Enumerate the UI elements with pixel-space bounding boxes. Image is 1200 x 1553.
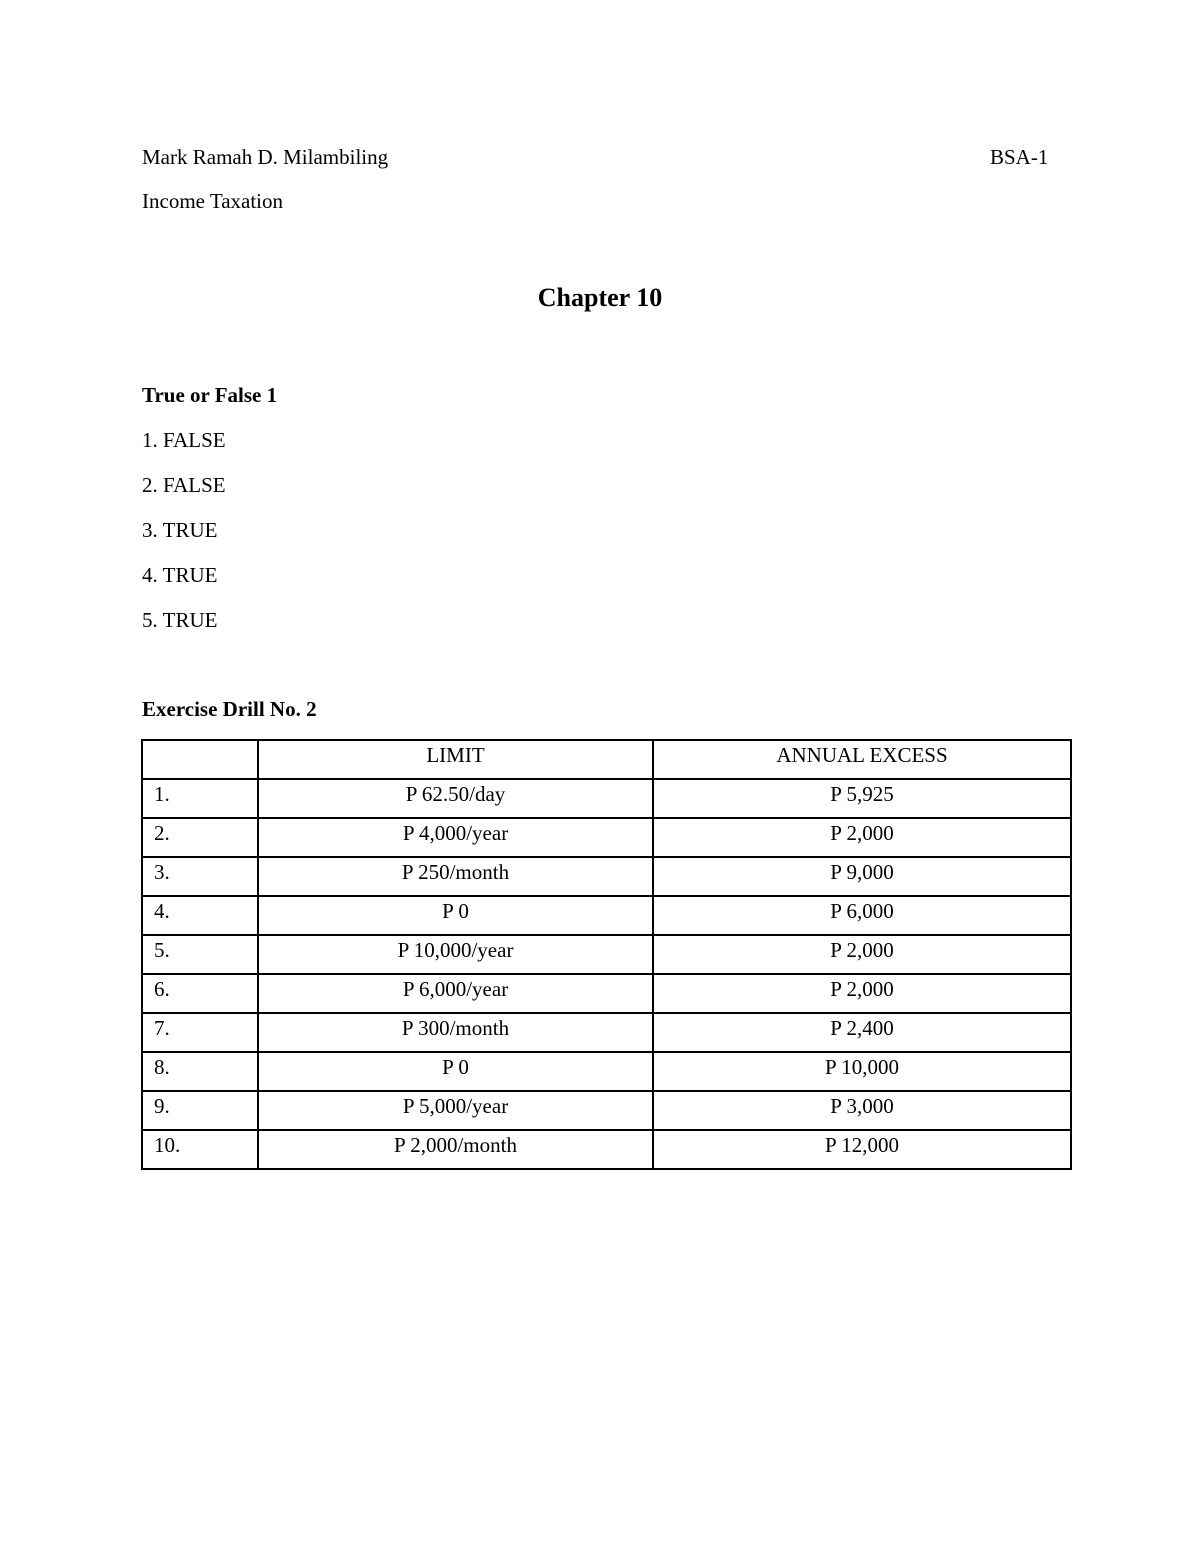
table-header-row (142, 740, 1071, 779)
row-number: 1. (142, 779, 258, 818)
limit-cell: P 0 (258, 896, 653, 935)
limit-cell: P 300/month (258, 1013, 653, 1052)
annual-excess-cell: P 10,000 (653, 1052, 1071, 1091)
table-row (142, 818, 1071, 857)
annual-excess-cell: P 5,925 (653, 779, 1071, 818)
annual-excess-cell: P 12,000 (653, 1130, 1071, 1169)
row-number: 5. (142, 935, 258, 974)
limit-cell: P 5,000/year (258, 1091, 653, 1130)
limit-cell: P 62.50/day (258, 779, 653, 818)
row-number: 4. (142, 896, 258, 935)
true-false-heading: True or False 1 (142, 383, 278, 407)
section-label: BSA-1 (990, 145, 1049, 169)
row-number: 10. (142, 1130, 258, 1169)
author-name: Mark Ramah D. Milambiling (142, 145, 389, 169)
chapter-title: Chapter 10 (537, 283, 663, 312)
answer-item: 1. FALSE (142, 428, 226, 452)
limit-cell: P 4,000/year (258, 818, 653, 857)
table-row (142, 857, 1071, 896)
row-number: 9. (142, 1091, 258, 1130)
table-row (142, 779, 1071, 818)
annual-excess-cell: P 2,000 (653, 818, 1071, 857)
annual-excess-cell: P 2,000 (653, 935, 1071, 974)
column-header-number (142, 740, 258, 779)
table-row (142, 935, 1071, 974)
annual-excess-cell: P 2,000 (653, 974, 1071, 1013)
annual-excess-cell: P 9,000 (653, 857, 1071, 896)
table-row (142, 1091, 1071, 1130)
column-header-annual-excess: ANNUAL EXCESS (653, 740, 1071, 779)
limit-cell: P 10,000/year (258, 935, 653, 974)
table-row (142, 1130, 1071, 1169)
row-number: 7. (142, 1013, 258, 1052)
table-row (142, 1052, 1071, 1091)
true-false-answers (142, 428, 226, 653)
column-header-limit: LIMIT (258, 740, 653, 779)
table-row (142, 896, 1071, 935)
answer-item: 3. TRUE (142, 518, 218, 542)
exercise-drill-table (141, 739, 1072, 1170)
exercise-drill-heading: Exercise Drill No. 2 (142, 697, 317, 721)
answer-item: 4. TRUE (142, 563, 218, 587)
limit-cell: P 6,000/year (258, 974, 653, 1013)
limit-cell: P 250/month (258, 857, 653, 896)
row-number: 6. (142, 974, 258, 1013)
row-number: 3. (142, 857, 258, 896)
subject-label: Income Taxation (142, 189, 284, 213)
limit-cell: P 2,000/month (258, 1130, 653, 1169)
table-row (142, 974, 1071, 1013)
limit-cell: P 0 (258, 1052, 653, 1091)
answer-item: 2. FALSE (142, 473, 226, 497)
annual-excess-cell: P 6,000 (653, 896, 1071, 935)
row-number: 8. (142, 1052, 258, 1091)
table-row (142, 1013, 1071, 1052)
annual-excess-cell: P 2,400 (653, 1013, 1071, 1052)
annual-excess-cell: P 3,000 (653, 1091, 1071, 1130)
answer-item: 5. TRUE (142, 608, 218, 632)
row-number: 2. (142, 818, 258, 857)
